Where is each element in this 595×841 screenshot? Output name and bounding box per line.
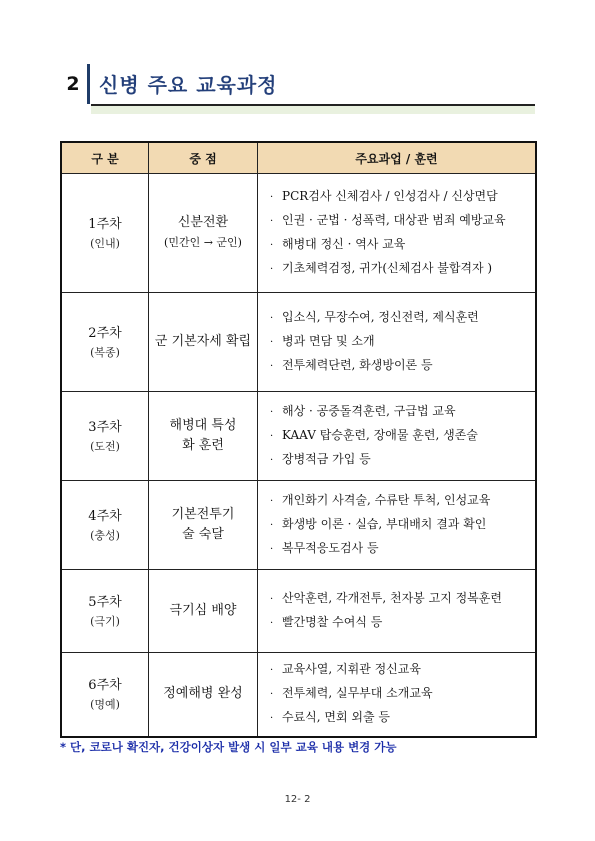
week-virtue: (극기) [90, 615, 120, 628]
list-item [270, 354, 534, 378]
week-cell [61, 174, 149, 293]
subject-text: 기초체력검정, 귀가(신체검사 불합격자 ) [282, 261, 493, 275]
list-item [270, 611, 534, 635]
bullet-icon: · [270, 431, 274, 442]
bullet-icon: · [270, 361, 274, 372]
subject-list [270, 185, 534, 281]
table-row [61, 293, 536, 392]
subject-list [270, 489, 534, 561]
section-title: 신병 주요 교육과정 [99, 73, 278, 97]
bullet-icon: · [270, 192, 274, 203]
week-label: 1주차 [88, 217, 122, 232]
focus-label: 군 기본자세 확립 [154, 334, 252, 349]
week-virtue: (명예) [90, 698, 120, 712]
list-item [270, 706, 534, 730]
bullet-icon: · [270, 496, 274, 507]
bullet-icon: · [270, 594, 274, 605]
list-item [270, 400, 534, 424]
week-cell [61, 392, 149, 481]
list-item [270, 233, 534, 257]
week-virtue: (충성) [90, 529, 120, 542]
list-item [270, 185, 534, 209]
subject-text: PCR검사 신체검사 / 인성검사 / 신상면담 [282, 189, 498, 203]
bullet-icon: · [270, 520, 274, 531]
week-label: 3주차 [88, 420, 122, 435]
subject-text: 수료식, 면회 외출 등 [282, 710, 390, 725]
subjects-cell [258, 293, 537, 392]
list-item [270, 658, 534, 682]
week-label: 6주차 [88, 678, 122, 694]
focus-label: 신분전환 [177, 215, 229, 230]
bullet-icon: · [270, 337, 274, 348]
subject-text: 전투체력, 실무부대 소개교육 [282, 686, 433, 701]
bullet-icon: · [270, 313, 274, 324]
bullet-icon: · [270, 264, 274, 275]
list-item [270, 489, 534, 513]
focus-label: 기본전투기술 숙달 [171, 507, 235, 542]
focus-label: 해병대 특성화 훈련 [169, 418, 237, 453]
list-item [270, 537, 534, 561]
list-item [270, 682, 534, 706]
list-item [270, 330, 534, 354]
section-header [59, 64, 535, 114]
focus-sublabel: (민간인 → 군인) [164, 236, 242, 249]
week-cell [61, 570, 149, 653]
week-label: 5주차 [88, 595, 122, 610]
week-virtue: (복종) [90, 346, 120, 359]
subjects-cell [258, 570, 537, 653]
week-label: 2주차 [88, 326, 122, 341]
page-number: 12- 2 [284, 794, 311, 805]
bullet-icon: · [270, 240, 274, 251]
subject-text: 산악훈련, 각개전투, 천자봉 고지 정복훈련 [282, 591, 502, 605]
subject-text: 병과 면담 및 소개 [282, 334, 375, 348]
week-cell [61, 293, 149, 392]
subject-list [270, 400, 534, 472]
focus-cell [149, 174, 258, 293]
subject-text: 장병적금 가입 등 [282, 452, 371, 466]
focus-label: 정예해병 완성 [163, 686, 243, 702]
header-week: 구 분 [61, 142, 149, 174]
subject-list [270, 658, 534, 730]
subject-text: 개인화기 사격술, 수류탄 투척, 인성교육 [282, 493, 491, 507]
subject-text: 화생방 이론 · 실습, 부대배치 결과 확인 [282, 517, 487, 531]
subject-text: 인권 · 군법 · 성폭력, 대상관 범죄 예방교육 [282, 213, 506, 227]
table-row [61, 174, 536, 293]
subject-list [270, 306, 534, 378]
bullet-icon: · [270, 713, 274, 725]
header-subjects: 주요과업 / 훈련 [258, 142, 537, 174]
table-row [61, 392, 536, 481]
focus-cell [149, 293, 258, 392]
section-number: 2 [59, 64, 90, 104]
subject-text: 해병대 정신 · 역사 교육 [282, 237, 406, 251]
list-item [270, 448, 534, 472]
week-label: 4주차 [88, 509, 122, 524]
subject-text: 입소식, 무장수여, 정신전력, 제식훈련 [282, 310, 479, 324]
focus-cell [149, 481, 258, 570]
header-focus: 중 점 [149, 142, 258, 174]
week-virtue: (인내) [90, 237, 120, 250]
subject-text: 빨간명찰 수여식 등 [282, 615, 383, 629]
subjects-cell [258, 392, 537, 481]
list-item [270, 257, 534, 281]
subject-list [270, 587, 534, 635]
bullet-icon: · [270, 544, 274, 555]
table-row [61, 481, 536, 570]
subject-text: 해상 · 공중돌격훈련, 구급법 교육 [282, 404, 456, 418]
focus-cell [149, 570, 258, 653]
subject-text: 전투체력단련, 화생방이론 등 [282, 358, 433, 372]
curriculum-table [60, 141, 537, 738]
bullet-icon: · [270, 689, 274, 701]
title-shadow-band [91, 106, 535, 114]
week-virtue: (도전) [90, 440, 120, 453]
subjects-cell [258, 481, 537, 570]
bullet-icon: · [270, 407, 274, 418]
subject-text: 교육사열, 지휘관 정신교육 [282, 662, 421, 677]
list-item [270, 587, 534, 611]
week-cell [61, 653, 149, 737]
bullet-icon: · [270, 618, 274, 629]
list-item [270, 306, 534, 330]
list-item [270, 513, 534, 537]
list-item [270, 209, 534, 233]
focus-cell [149, 653, 258, 737]
subjects-cell [258, 653, 537, 737]
list-item [270, 424, 534, 448]
table-row [61, 570, 536, 653]
subject-text: 복무적응도검사 등 [282, 541, 379, 555]
table-row [61, 653, 536, 737]
subjects-cell [258, 174, 537, 293]
focus-label: 극기심 배양 [169, 603, 237, 618]
footnote: * 단, 코로나 확진자, 건강이상자 발생 시 일부 교육 내용 변경 가능 [60, 740, 397, 754]
subject-text: KAAV 탑승훈련, 장애물 훈련, 생존술 [282, 428, 478, 442]
bullet-icon: · [270, 665, 274, 677]
table-header-row [61, 142, 536, 174]
focus-cell [149, 392, 258, 481]
bullet-icon: · [270, 216, 274, 227]
bullet-icon: · [270, 455, 274, 466]
week-cell [61, 481, 149, 570]
